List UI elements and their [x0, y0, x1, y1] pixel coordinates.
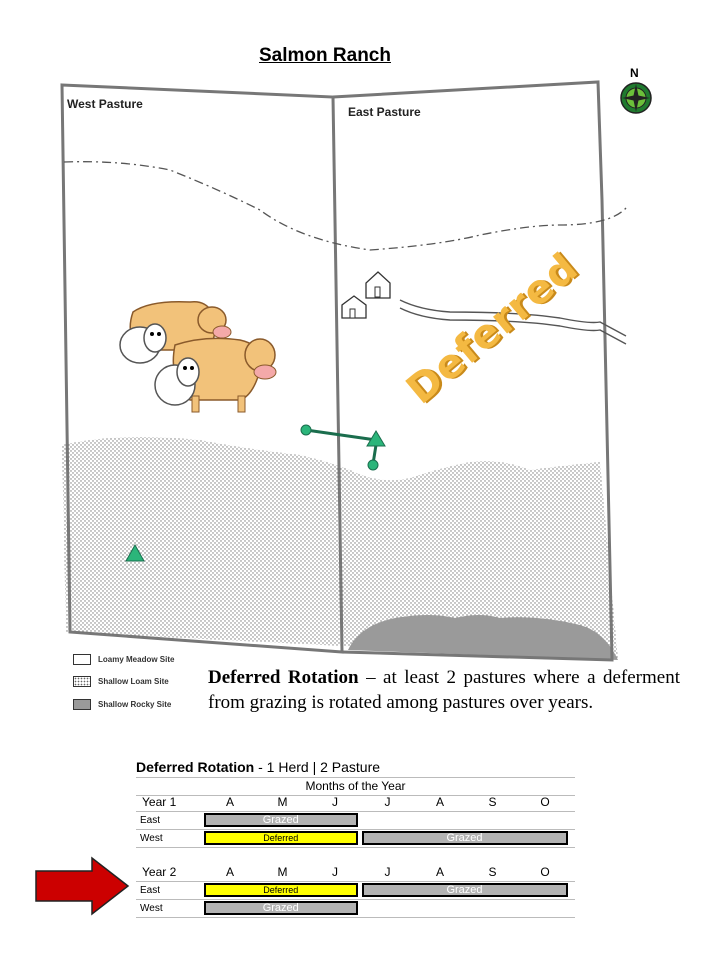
year-label: Year 2 [142, 865, 177, 879]
description-body: – at least 2 pastures where a deferment from grazing is rotated among pastures over years. [208, 667, 680, 714]
water-point-marker [301, 425, 311, 435]
legend-label: Shallow Loam Site [98, 677, 169, 686]
month-label: O [540, 795, 550, 809]
rotation-table [136, 757, 575, 796]
month-label: A [225, 795, 234, 809]
legend-label: Shallow Rocky Site [98, 700, 172, 709]
deferred-stamp: Deferred [398, 244, 587, 414]
month-label: M [277, 865, 288, 879]
pasture-row [136, 882, 575, 900]
year-header-row [136, 794, 575, 812]
legend-loamy-meadow [73, 654, 174, 665]
barn-icon [366, 272, 390, 298]
grazed-bar: Grazed [204, 901, 358, 915]
legend-swatch [73, 676, 91, 687]
month-label: M [277, 795, 288, 809]
pasture-row-label: West [140, 903, 163, 914]
deferred-bar: Deferred [204, 883, 358, 897]
west-pasture-label: West Pasture [67, 97, 143, 111]
month-label: A [435, 795, 444, 809]
legend-swatch [73, 699, 91, 710]
pasture-row [136, 812, 575, 830]
month-label: J [332, 795, 338, 809]
pasture-row-label: West [140, 833, 163, 844]
map-title: Salmon Ranch [259, 45, 391, 66]
month-label: S [488, 795, 497, 809]
year-header-row [136, 864, 575, 882]
description-term: Deferred Rotation [208, 667, 359, 688]
deferred-bar: Deferred [204, 831, 358, 845]
east-pasture-label: East Pasture [348, 105, 421, 119]
house-icon [342, 296, 366, 318]
grazed-bar: Grazed [362, 883, 568, 897]
pasture-row-label: East [140, 885, 161, 896]
table-title [136, 757, 575, 778]
pasture-row-label: East [140, 815, 161, 826]
table-title-rest: - 1 Herd | 2 Pasture [254, 759, 381, 775]
pasture-row [136, 900, 575, 918]
pasture-row [136, 830, 575, 848]
north-label: N [630, 66, 639, 80]
month-label: A [225, 865, 234, 879]
month-label: J [384, 795, 391, 809]
table-title-bold: Deferred Rotation [136, 759, 255, 775]
legend-label: Loamy Meadow Site [98, 655, 175, 664]
month-label: A [435, 865, 444, 879]
year-label: Year 1 [142, 795, 177, 809]
legend-shallow-loam [73, 676, 169, 687]
year-block [136, 864, 575, 918]
year-block [136, 794, 575, 848]
month-label: J [332, 865, 338, 879]
water-point-marker [368, 460, 378, 470]
legend-shallow-rocky [73, 699, 171, 710]
month-label: J [384, 865, 391, 879]
month-label: O [540, 865, 550, 879]
livestock-illustration [120, 302, 276, 412]
grazed-bar: Grazed [362, 831, 568, 845]
pipeline [306, 430, 376, 440]
red-arrow-icon [34, 856, 130, 916]
table-subheader: Months of the Year [136, 778, 575, 796]
compass-icon [621, 83, 651, 113]
description-text [208, 665, 680, 716]
drainage-line [64, 162, 626, 250]
month-label: S [488, 865, 497, 879]
grazed-bar: Grazed [204, 813, 358, 827]
legend-swatch [73, 654, 91, 665]
